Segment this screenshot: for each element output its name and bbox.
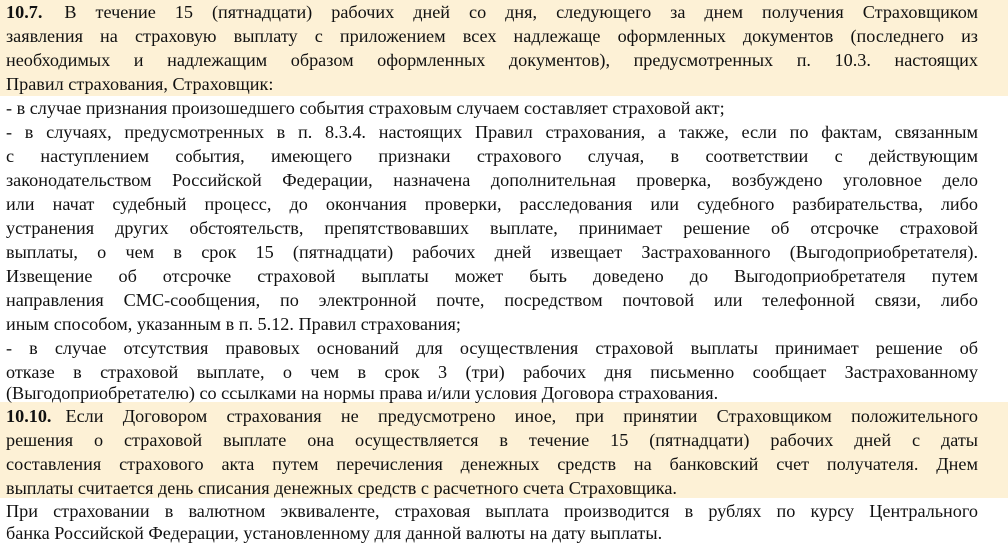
currency-paragraph-line-2: банка Российской Федерации, установленному для данной валюты на дату выплаты. — [6, 523, 663, 543]
section-10-10-line-1 — [6, 404, 978, 428]
bullet-deferral-line-4: или начат судебный процесс, до окончания проверки, расследования или судебного разбирательства, либо — [6, 194, 978, 214]
section-10-7-line-3: необходимых и надлежащим образом оформленных документов), предусмотренных п. 10.3. настоящих — [6, 50, 978, 70]
section-10-7-number: 10.7. — [6, 2, 43, 22]
bullet-deferral-line-8: направления СМС-сообщения, по электронной почте, посредством почтовой или телефонной связи, либо — [6, 290, 978, 310]
bullet-deferral-line-6: выплаты, о чем в срок 15 (пятнадцати) рабочих дней извещает Застрахованного (Выгодоприобретателя). — [6, 242, 978, 262]
bullet-refusal-line-1: - в случае отсутствия правовых оснований для осуществления страховой выплаты принимает решение об — [6, 338, 978, 358]
section-10-10-line-4: выплаты считается день списания денежных средств с расчетного счета Страховщика. — [6, 478, 677, 498]
bullet-refusal-line-2: отказе в страховой выплате, о чем в срок 3 (три) рабочих дня письменно сообщает Застрахованному — [6, 362, 978, 382]
bullet-deferral-line-1: - в случаях, предусмотренных в п. 8.3.4. настоящих Правил страхования, а также, если по фактам, связанным — [6, 122, 978, 142]
section-10-7-text: В течение 15 (пятнадцати) рабочих дней со дня, следующего за днем получения Страховщиком — [64, 2, 978, 22]
bullet-deferral-line-7: Извещение об отсрочке страховой выплаты может быть доведено до Выгодоприобретателя путем — [6, 266, 978, 286]
section-10-10-text: Если Договором страхования не предусмотрено иное, при принятии Страховщиком положительного — [65, 406, 978, 426]
section-10-10-line-2: решения о страховой выплате она осуществляется в течение 15 (пятнадцати) рабочих дней с даты — [6, 430, 978, 450]
section-10-10-line-3: составления страхового акта путем перечисления денежных средств на банковский счет получателя. Днем — [6, 454, 978, 474]
section-10-7-line-4: Правил страхования, Страховщик: — [6, 74, 274, 94]
bullet-deferral-line-5: устранения других обстоятельств, препятствовавших выплате, принимает решение об отсрочке страховой — [6, 218, 978, 238]
bullet-deferral-line-2: с наступлением события, имеющего признаки страхового случая, в соответствии с действующим — [6, 146, 978, 166]
section-10-7-line-2: заявления на страховую выплату с приложением всех надлежаще оформленных документов (последнего из — [6, 26, 978, 46]
section-10-7-line-1 — [6, 0, 978, 24]
bullet-insured-event: - в случае признания произошедшего события страховым случаем составляет страховой акт; — [6, 98, 725, 118]
section-10-10-number: 10.10. — [6, 406, 52, 426]
bullet-refusal-line-3: (Выгодоприобретателю) со ссылками на нормы права и/или условия Договора страхования. — [6, 383, 719, 403]
bullet-deferral-line-9: иным способом, указанным в п. 5.12. Правил страхования; — [6, 314, 461, 334]
currency-paragraph-line-1: При страховании в валютном эквиваленте, страховая выплата производится в рублях по курсу Центрального — [6, 501, 978, 521]
bullet-deferral-line-3: законодательством Российской Федерации, назначена дополнительная проверка, возбуждено уголовное дело — [6, 170, 978, 190]
